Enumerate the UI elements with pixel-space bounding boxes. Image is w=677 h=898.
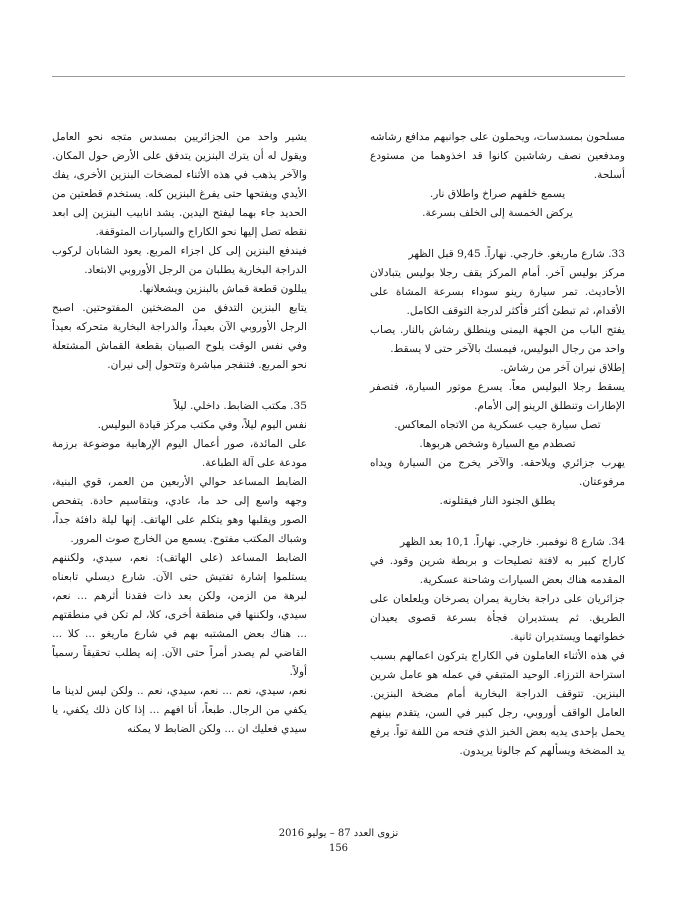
paragraph: في هذه الأثناء العاملون في الكاراج يتركون اعمالهم بسبب استراحة الترزاء. الوحيد المتبقي في عمله هو عامل شرين البنزين. تتوقف الدراجة البخارية أمام مضخة البنزين. العامل الواقف أوروبي، رجل كبير في السن، يتقدم بينهم يحمل بإحدى يديه بعض الخبز الذي فتحه من اللفة تواً. يرفع يد المضخة ويسألهم كم جالونا يريدون.	[370, 650, 625, 757]
paragraph: يهرب جزائري ويلاحقه. والآخر يخرج من السيارة ويداه مرفوعتان.	[370, 457, 625, 488]
paragraph: فيندفع البنزين إلى كل اجزاء المربع. يعود الشابان لركوب الدراجة البخارية يطلبان من الرجل الأوروبي الابتعاد.	[52, 245, 307, 276]
paragraph: مركز بوليس آخر. أمام المركز يقف رجلا بوليس يتبادلان الأحاديث. تمر سيارة رينو سوداء بسرعة المشاة على الأقدام، ثم تبطئ أكثر فأكثر لدرجة التوقف الكامل.	[370, 267, 625, 317]
header-rule	[52, 76, 625, 77]
centered-line: يسمع خلفهم صراخ واطلاق نار.	[429, 188, 566, 200]
left-column	[52, 128, 307, 739]
paragraph: كاراج كبير به لافتة تصليحات و بربطة شرين وقود. في المقدمه هناك بعض السيارات وشاحنة عسكرية.	[370, 555, 625, 586]
centered-line: تصل سيارة جيب عسكرية من الاتجاه المعاكس.	[394, 419, 601, 431]
paragraph: إطلاق نيران آخر من رشاش.	[500, 362, 625, 374]
paragraph: يشير واحد من الجزائريين بمسدس متجه نحو العامل ويقول له أن يترك البنزين يتدفق على الأرض حول المكان. والآخر يذهب في هذه الأثناء لمضخات البنزين الأخرى، يفك الأيدي ويفتحها حتى يفرغ البنزين كله. يستخدم قطعتين من الحديد جاء بهما ليفتح اليدين. يشد انابيب البنزين إلى ابعد نقطه تصل إليها نحو الكاراج والسيارات المتوقفة.	[52, 131, 307, 238]
paragraph: يتابع البنزين التدفق من المضختين المفتوحتين. اصبح الرجل الأوروبي الآن بعيداً، والدراجة البخارية متحركه بعيداً وفي نفس الوقت يلوح الصبيان بقطعة القماش المشتعلة نحو المربع. فتنفجر مباشرة وتتحول إلى نيران.	[52, 302, 307, 371]
centered-line: يركض الخمسة إلى الخلف بسرعة.	[422, 207, 573, 219]
scene-heading: 34. شارع 8 نوفمبر. خارجي. نهاراً. 10,1 بعد الظهر	[399, 536, 625, 548]
paragraph: مسلحون بمسدسات، ويحملون على جوانبهم مدافع رشاشه ومدفعين نصف رشاشين كانوا قد اخذوهما من مستودع أسلحة.	[370, 131, 625, 181]
paragraph: يسقط رجلا البوليس معاً. يسرع موتور السيارة، فتصفر الإطارات وتنطلق الرينو إلى الأمام.	[370, 381, 625, 412]
paragraph: نعم، سيدي، نعم ... نعم، سيدي، نعم .. ولكن ليس لدينا ما يكفي من الرجال. طبعاً، أنا افهم ... إذا كان ذلك يكفي، يا سيدي فعليك ان ... ولكن الضابط لا يمكنه	[52, 685, 307, 735]
paragraph: يبللون قطعة قماش بالبنزين ويشعلانها.	[139, 283, 307, 295]
issue-line: نزوى العدد 87 – يوليو 2016	[278, 828, 399, 839]
paragraph: الضابط المساعد حوالي الأربعين من العمر، قوي البنية، وجهه واسع إلى حد ما، عادي، وبتقاسيم حادة. يتفحص الصور ويقلبها وهو يتكلم على الهاتف. إنها ليلة دافئة جداً، وشباك المكتب مفتوح. يسمع من الخارج صوت المرور.	[52, 476, 307, 545]
paragraph: جزائريان على دراجة بخارية يمران يصرخان ويلعلعان على الطريق. ثم يستديران فجأة بسرعة قصوى يعيدان خطواتهما ويستديران ثانية.	[370, 593, 625, 643]
page-footer	[0, 826, 677, 856]
right-column	[370, 128, 625, 761]
centered-line: يطلق الجنود النار فيقتلونه.	[439, 495, 556, 507]
page-number: 156	[328, 843, 349, 854]
paragraph: الضابط المساعد (على الهاتف): نعم، سيدي، ولكننهم يستلموا إشارة تفتيش حتى الآن. شارع ديسلي تابعناه لبرهة من الزمن، ولكن بعد ذات فقدنا أثرهم ... نعم، سيدي، ولكننها في منطقة أخرى، كلا، لم تكن في منطقتهم ... هناك بعض المشتبه بهم في شارع ماريغو ... كلا ... القاضي لم يصدر أمراً حتى الآن. إنه يطلب تحقيقاً رسمياً أولاً.	[52, 552, 307, 678]
paragraph: يفتح الباب من الجهة اليمنى وينطلق رشاش بالنار. يصاب واحد من رجال البوليس، فيمسك بالآخر حتى لا يسقط.	[370, 324, 625, 355]
centered-line: تصطدم مع السيارة وشخص هربوها.	[419, 438, 576, 450]
scene-heading: 35. مكتب الضابط. داخلي. ليلاً	[173, 400, 307, 412]
paragraph: نفس اليوم ليلاً، وفي مكتب مركز قيادة البوليس.	[97, 419, 307, 431]
scene-heading: 33. شارع ماريغو. خارجي. نهاراً. 9,45 قبل الظهر	[408, 248, 625, 260]
paragraph: على المائدة، صور أعمال اليوم الإرهابية موضوعة برزمة مودعة على آلة الطباعة.	[52, 438, 307, 469]
